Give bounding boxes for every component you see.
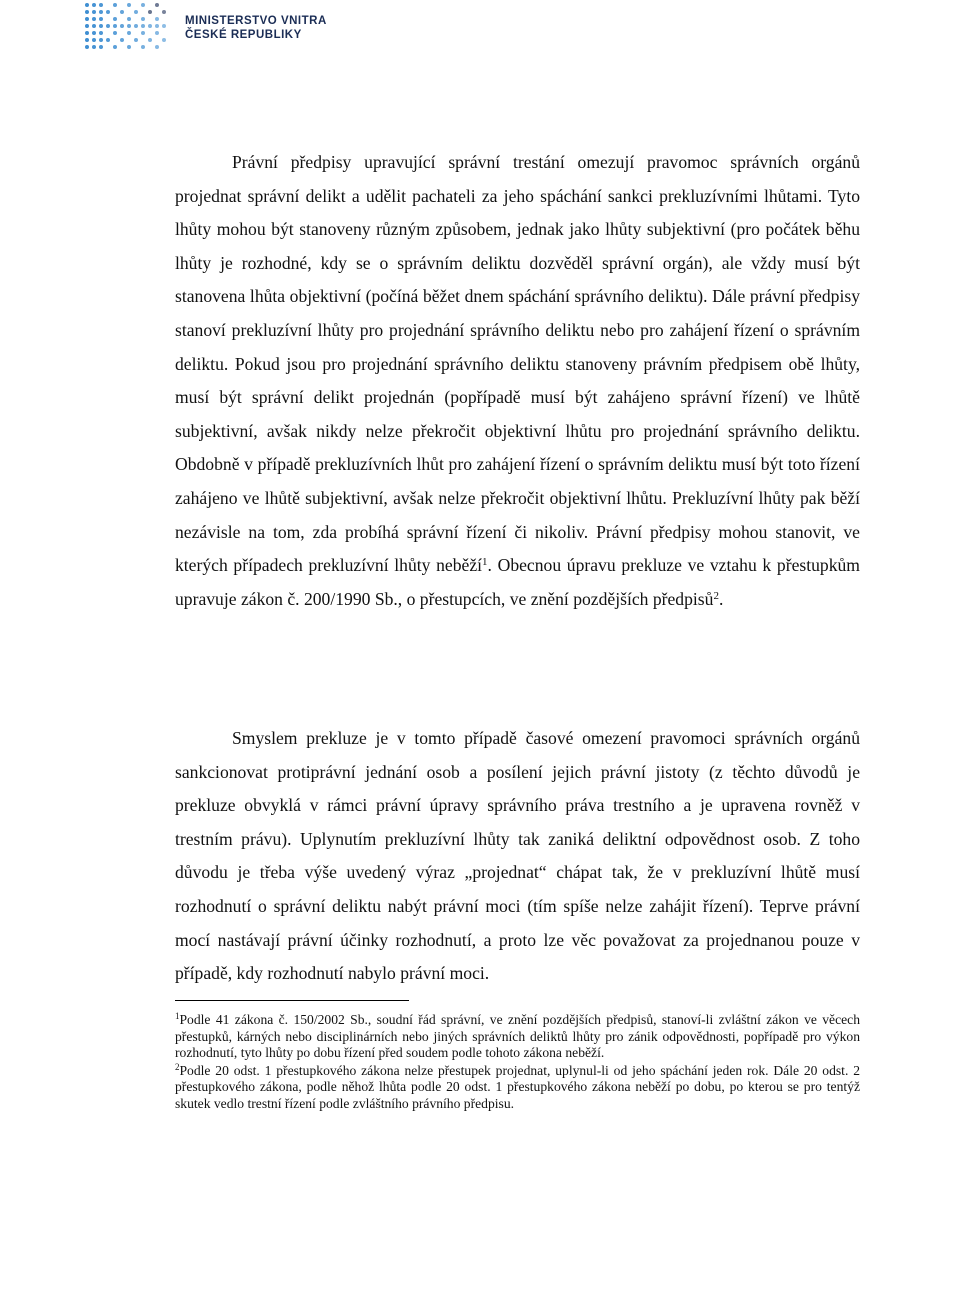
footnote-1	[175, 1012, 860, 1062]
logo-dot	[92, 45, 96, 49]
paragraph-1-text-b: . Obecnou úpravu prekluze ve vztahu k přestupkům upravuje zákon č. 200/1990 Sb., o přestupcích, ve znění pozdějších předpisů	[175, 555, 860, 609]
logo-dot	[99, 17, 103, 21]
logo-dot	[134, 24, 138, 28]
logo-dot	[113, 17, 117, 21]
logo-dot	[85, 3, 89, 7]
logo-dot	[85, 24, 89, 28]
logo-dot	[120, 10, 124, 14]
logo-dot	[92, 10, 96, 14]
footnote-text: Podle 41 zákona č. 150/2002 Sb., soudní řád správní, ve znění pozdějších předpisů, stanoví-li zvláštní zákon ve věcech přestupků, kárných nebo disciplinárních nebo jiných správních deliktů lhůty pro zánik odpovědnosti, popřípadě pro výkon rozhodnutí, tyto lhůty po dobu řízení před soudem podle tohoto zákona neběží.	[175, 1012, 860, 1060]
logo-dot	[85, 10, 89, 14]
footnote-divider	[175, 1000, 409, 1001]
logo-dot	[127, 45, 131, 49]
logo-dot	[99, 10, 103, 14]
logo-dot	[85, 31, 89, 35]
logo-dot	[155, 3, 159, 7]
logo-dot	[162, 38, 166, 42]
logo-dot	[141, 17, 145, 21]
logo-dot	[134, 10, 138, 14]
logo-dot	[113, 31, 117, 35]
paragraph-2	[175, 722, 860, 991]
logo-dot	[134, 38, 138, 42]
logo-dot	[99, 38, 103, 42]
logo-dot	[162, 10, 166, 14]
ministry-logo	[85, 3, 327, 53]
logo-dot	[127, 24, 131, 28]
logo-dot	[99, 31, 103, 35]
paragraph-2-text: Smyslem prekluze je v tomto případě časové omezení pravomoci správních orgánů sankcionovat protiprávní jednání osob a posílení jejich právní jistoty (z těchto důvodů je prekluze obvyklá v rámci právní úpravy správního práva trestního a je upravena rovněž v trestním právu). Uplynutím prekluzívní lhůty tak zaniká deliktní odpovědnost osob. Z toho důvodu je třeba výše uvedený výraz „projednat“ chápat tak, že v prekluzívní lhůtě musí rozhodnutí o správní deliktu nabýt právní moci (tím spíše nelze zahájit řízení). Teprve právní mocí nastávají právní účinky rozhodnutí, a proto lze věc považovat za projednanou pouze v případě, kdy rozhodnutí nabylo právní moci.	[175, 728, 860, 984]
logo-dot	[148, 24, 152, 28]
logo-dot	[113, 45, 117, 49]
dot-grid-icon	[85, 3, 171, 53]
footnote-number: 2	[175, 1061, 180, 1072]
logo-dot	[141, 31, 145, 35]
logo-dot	[148, 38, 152, 42]
footnote-number: 1	[175, 1011, 180, 1021]
logo-dot	[92, 24, 96, 28]
paragraph-1-text-a: Právní předpisy upravující správní trestání omezují pravomoc správních orgánů projednat správní delikt a udělit pachateli za jeho spáchání sankci prekluzívními lhůtami. Tyto lhůty mohou být stanoveny různým způsobem, jednak jako lhůty subjektivní (pro počátek běhu lhůty je rozhodné, kdy se o správním deliktu dozvěděl správní orgán), ale vždy musí být stanovena lhůta objektivní (počíná běžet dnem spáchání správního deliktu). Dále právní předpisy stanoví prekluzívní lhůty pro projednání správního deliktu nebo pro zahájení řízení o správním deliktu. Pokud jsou pro projednání správního deliktu stanoveny právním předpisem obě lhůty, musí být správní delikt projednán (popřípadě musí být zahájeno správní řízení) ve lhůtě subjektivní, avšak nikdy nelze překročit objektivní lhůtu pro projednání správního deliktu. Obdobně v případě prekluzívních lhůt pro zahájení řízení o správním deliktu musí být toto řízení zahájeno ve lhůtě subjektivní, avšak nelze překročit objektivní lhůtu. Prekluzívní lhůty pak běží nezávisle na tom, zda probíhá správní řízení či nikoliv. Právní předpisy mohou stanovit, ve kterých případech prekluzívní lhůty neběží	[175, 152, 860, 576]
logo-dot	[92, 17, 96, 21]
footnote-ref-1[interactable]: 1	[482, 556, 488, 569]
logo-dot	[106, 38, 110, 42]
logo-dot	[99, 24, 103, 28]
logo-dot	[155, 24, 159, 28]
paragraph-1-text-c: .	[718, 588, 724, 609]
logo-dot	[92, 31, 96, 35]
logo-dot	[127, 17, 131, 21]
logo-dot	[99, 3, 103, 7]
logo-dot	[127, 3, 131, 7]
logo-dot	[148, 10, 152, 14]
logo-line-1: MINISTERSTVO VNITRA	[185, 15, 327, 27]
logo-dot	[155, 17, 159, 21]
logo-dot	[162, 24, 166, 28]
logo-dot	[120, 24, 124, 28]
paragraph-1	[175, 146, 860, 616]
logo-dot	[99, 45, 103, 49]
footnote-text: Podle 20 odst. 1 přestupkového zákona nelze přestupek projednat, uplynul-li od jeho spáchání jeden rok. Dále 20 odst. 2 přestupkového zákona, podle něhož lhůta podle 20 odst. 1 přestupkového zákona neběží po dobu, po kterou se pro tentýž skutek vedlo trestní řízení podle zvláštního právního předpisu.	[175, 1062, 860, 1111]
footnote-ref-2[interactable]: 2	[713, 589, 719, 602]
logo-dot	[85, 17, 89, 21]
logo-line-2: ČESKÉ REPUBLIKY	[185, 29, 302, 41]
logo-dot	[113, 24, 117, 28]
logo-dot	[120, 38, 124, 42]
logo-dot	[141, 3, 145, 7]
logo-dot	[155, 31, 159, 35]
logo-dot	[106, 10, 110, 14]
logo-dot	[155, 45, 159, 49]
logo-dot	[92, 3, 96, 7]
logo-text	[185, 14, 327, 42]
logo-dot	[85, 38, 89, 42]
footnotes	[175, 1012, 860, 1113]
logo-dot	[141, 45, 145, 49]
logo-dot	[127, 31, 131, 35]
logo-dot	[92, 38, 96, 42]
footnote-2	[175, 1063, 860, 1113]
logo-dot	[113, 3, 117, 7]
logo-dot	[141, 24, 145, 28]
logo-dot	[85, 45, 89, 49]
logo-dot	[106, 24, 110, 28]
